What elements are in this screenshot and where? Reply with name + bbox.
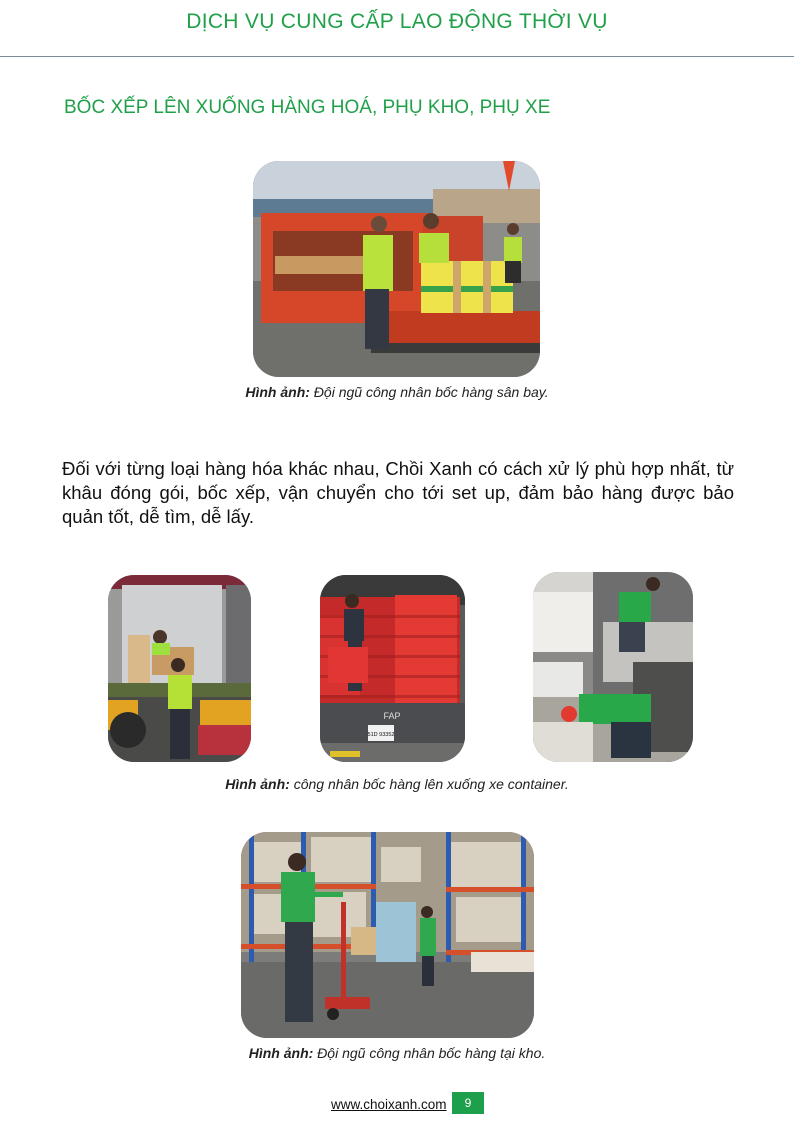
photo-container-unloading bbox=[108, 575, 251, 762]
footer-website-link[interactable]: www.choixanh.com bbox=[331, 1097, 447, 1112]
photo-warehouse-sacks bbox=[533, 572, 693, 762]
caption-airport bbox=[0, 384, 794, 400]
caption-label: Hình ảnh: bbox=[248, 1045, 314, 1061]
header-divider bbox=[0, 56, 794, 57]
caption-text: Đội ngũ công nhân bốc hàng tại kho. bbox=[313, 1045, 546, 1061]
photo-airport-loading bbox=[253, 161, 540, 377]
caption-label: Hình ảnh: bbox=[225, 776, 290, 792]
caption-label: Hình ảnh: bbox=[245, 384, 310, 400]
page-number-badge: 9 bbox=[452, 1092, 484, 1114]
caption-warehouse bbox=[0, 1045, 794, 1061]
page-header-title: DỊCH VỤ CUNG CẤP LAO ĐỘNG THỜI VỤ bbox=[186, 10, 608, 33]
photo-truck-crates bbox=[320, 575, 465, 762]
truck-plate: 51D 93352 bbox=[367, 732, 395, 738]
body-paragraph: Đối với từng loại hàng hóa khác nhau, Chồi Xanh có cách xử lý phù hợp nhất, từ khâu đóng gói, bốc xếp, vận chuyển cho tới set up, đảm bảo hàng được bảo quản tốt, dễ tìm, dễ lấy. bbox=[62, 458, 734, 527]
photo-warehouse-pallet bbox=[241, 832, 534, 1038]
caption-text: Đội ngũ công nhân bốc hàng sân bay. bbox=[309, 384, 549, 400]
truck-brand: FAP bbox=[383, 711, 401, 721]
caption-container bbox=[0, 776, 794, 792]
caption-text: công nhân bốc hàng lên xuống xe container. bbox=[289, 776, 569, 792]
section-title: BỐC XẾP LÊN XUỐNG HÀNG HOÁ, PHỤ KHO, PHỤ XE bbox=[64, 97, 551, 118]
